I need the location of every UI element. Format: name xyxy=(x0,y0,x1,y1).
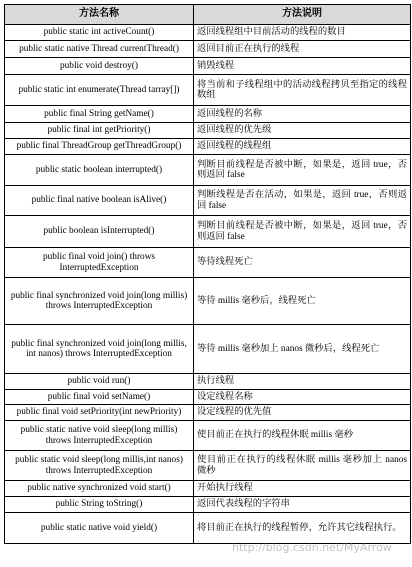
method-cell: public void destroy() xyxy=(5,58,194,75)
table-row xyxy=(5,421,411,451)
table-row xyxy=(5,497,411,513)
description-cell: 开始执行线程 xyxy=(194,481,411,497)
table-row xyxy=(5,139,411,155)
description-cell: 设定线程名称 xyxy=(194,390,411,405)
method-cell: public final String getName() xyxy=(5,106,194,123)
description-cell: 执行线程 xyxy=(194,374,411,390)
watermark: http://blog.csdn.net/MyArrow xyxy=(232,541,392,554)
table-row xyxy=(5,155,411,186)
description-cell: 等待 millis 毫秒后，线程死亡 xyxy=(194,278,411,325)
method-cell: public static boolean interrupted() xyxy=(5,155,194,186)
method-cell: public void run() xyxy=(5,374,194,390)
method-cell: public boolean isInterrupted() xyxy=(5,216,194,248)
table-row xyxy=(5,481,411,497)
description-cell: 判断线程是否在活动，如果是，返回 true，否则返回 false xyxy=(194,186,411,216)
table-row xyxy=(5,25,411,41)
table-row xyxy=(5,123,411,139)
description-cell: 返回线程的线程组 xyxy=(194,139,411,155)
thread-methods-table xyxy=(4,4,411,544)
description-cell: 返回代表线程的字符串 xyxy=(194,497,411,513)
description-cell: 将目前正在执行的线程暂停，允许其它线程执行。 xyxy=(194,513,411,544)
table-row xyxy=(5,451,411,481)
description-cell: 返回线程的名称 xyxy=(194,106,411,123)
table-row xyxy=(5,186,411,216)
method-cell: public final synchronized void join(long millis, int nanos) throws InterruptedException xyxy=(5,325,194,374)
table-row xyxy=(5,405,411,421)
method-cell: public final void join() throws InterruptedException xyxy=(5,248,194,278)
table-row xyxy=(5,278,411,325)
method-cell: public String toString() xyxy=(5,497,194,513)
table-row xyxy=(5,216,411,248)
description-cell: 设定线程的优先值 xyxy=(194,405,411,421)
description-cell: 返回线程组中目前活动的线程的数目 xyxy=(194,25,411,41)
method-cell: public final ThreadGroup getThreadGroup() xyxy=(5,139,194,155)
header-row xyxy=(5,5,411,25)
description-cell: 返回线程的优先级 xyxy=(194,123,411,139)
table-row xyxy=(5,374,411,390)
description-cell: 使目前正在执行的线程休眠 millis 毫秒加上 nanos 微秒 xyxy=(194,451,411,481)
description-cell: 销毁线程 xyxy=(194,58,411,75)
table-row xyxy=(5,75,411,106)
table-row xyxy=(5,41,411,58)
method-cell: public static void sleep(long millis,int nanos) throws InterruptedException xyxy=(5,451,194,481)
table-row xyxy=(5,390,411,405)
description-cell: 返回目前正在执行的线程 xyxy=(194,41,411,58)
table-row xyxy=(5,106,411,123)
table-row xyxy=(5,513,411,544)
method-cell: public static native void sleep(long millis) throws InterruptedException xyxy=(5,421,194,451)
method-cell: public final void setPriority(int newPriority) xyxy=(5,405,194,421)
table-row xyxy=(5,248,411,278)
description-cell: 等待 millis 毫秒加上 nanos 微秒后，线程死亡 xyxy=(194,325,411,374)
description-cell: 将当前和子线程组中的活动线程拷贝至指定的线程数组 xyxy=(194,75,411,106)
method-cell: public static int enumerate(Thread tarray[]) xyxy=(5,75,194,106)
header-method-description: 方法说明 xyxy=(194,5,411,25)
method-cell: public final native boolean isAlive() xyxy=(5,186,194,216)
method-cell: public final synchronized void join(long millis) throws InterruptedException xyxy=(5,278,194,325)
description-cell: 等待线程死亡 xyxy=(194,248,411,278)
table-row xyxy=(5,58,411,75)
method-cell: public static native void yield() xyxy=(5,513,194,544)
method-cell: public static native Thread currentThread() xyxy=(5,41,194,58)
header-method-name: 方法名称 xyxy=(5,5,194,25)
method-cell: public final int getPriority() xyxy=(5,123,194,139)
description-cell: 判断目前线程是否被中断，如果是，返回 true，否则返回 false xyxy=(194,155,411,186)
method-cell: public native synchronized void start() xyxy=(5,481,194,497)
description-cell: 使目前正在执行的线程休眠 millis 毫秒 xyxy=(194,421,411,451)
table-row xyxy=(5,325,411,374)
method-cell: public final void setName() xyxy=(5,390,194,405)
description-cell: 判断目前线程是否被中断，如果是，返回 true，否则返回 false xyxy=(194,216,411,248)
method-cell: public static int activeCount() xyxy=(5,25,194,41)
